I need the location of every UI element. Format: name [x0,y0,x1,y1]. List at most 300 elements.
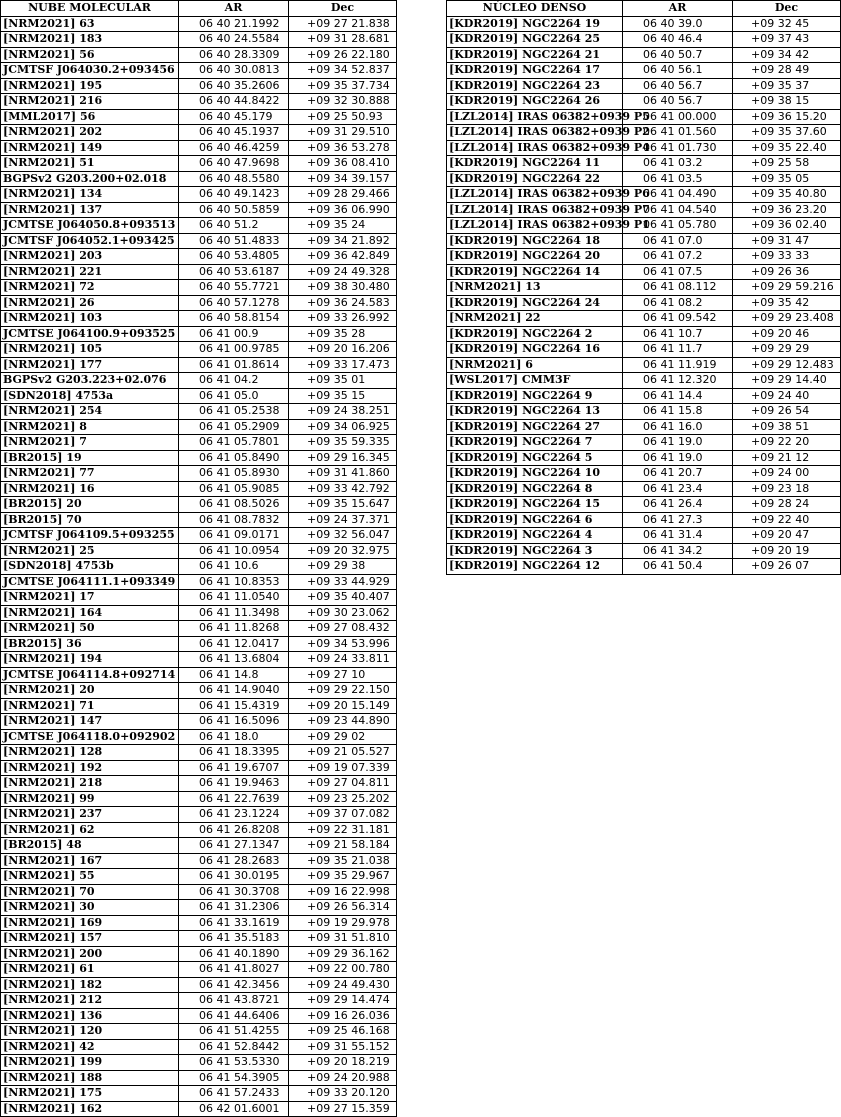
cell-name: [NRM2021] 55 [1,869,179,885]
table-row [1,807,397,823]
cell-name: [NRM2021] 237 [1,807,179,823]
cell-name: [NRM2021] 25 [1,543,179,559]
cell-dec: +09 32 56.047 [289,528,397,544]
table-row [447,373,841,389]
cell-ar: 06 41 31.2306 [179,900,289,916]
cell-ar: 06 41 27.3 [623,512,733,528]
table-row [1,1008,397,1024]
cell-name: [NRM2021] 63 [1,16,179,32]
cell-name: [LZL2014] IRAS 06382+0939 P4 [447,140,623,156]
cell-dec: +09 35 59.335 [289,435,397,451]
column-header-dec: Dec [289,1,397,17]
cell-name: [KDR2019] NGC2264 6 [447,512,623,528]
cell-dec: +09 29 23.408 [733,311,841,327]
column-header-ar: AR [623,1,733,17]
cell-dec: +09 37 43 [733,32,841,48]
table-row [1,621,397,637]
cell-ar: 06 40 45.179 [179,109,289,125]
cell-ar: 06 41 22.7639 [179,791,289,807]
cell-dec: +09 29 29 [733,342,841,358]
cell-dec: +09 25 46.168 [289,1024,397,1040]
cell-name: [NRM2021] 188 [1,1070,179,1086]
cell-ar: 06 41 10.8353 [179,574,289,590]
cell-dec: +09 20 18.219 [289,1055,397,1071]
cell-dec: +09 31 55.152 [289,1039,397,1055]
table-row [1,109,397,125]
cell-ar: 06 42 01.6001 [179,1101,289,1117]
cell-dec: +09 20 15.149 [289,698,397,714]
cell-ar: 06 41 08.5026 [179,497,289,513]
cell-name: [KDR2019] NGC2264 12 [447,559,623,575]
cell-name: [KDR2019] NGC2264 9 [447,388,623,404]
table-row [447,295,841,311]
cell-ar: 06 41 09.542 [623,311,733,327]
cell-dec: +09 36 23.20 [733,202,841,218]
cell-name: [KDR2019] NGC2264 7 [447,435,623,451]
cell-ar: 06 41 34.2 [623,543,733,559]
cell-dec: +09 25 58 [733,156,841,172]
table-row [1,140,397,156]
cell-ar: 06 41 54.3905 [179,1070,289,1086]
cell-ar: 06 41 05.9085 [179,481,289,497]
cell-name: [NRM2021] 16 [1,481,179,497]
cell-dec: +09 27 21.838 [289,16,397,32]
cell-dec: +09 22 00.780 [289,962,397,978]
table-row [1,559,397,575]
cell-dec: +09 31 41.860 [289,466,397,482]
cell-name: [KDR2019] NGC2264 18 [447,233,623,249]
cell-dec: +09 35 37.60 [733,125,841,141]
dense-core-table [446,0,841,575]
table-row [447,249,841,265]
cell-dec: +09 29 02 [289,729,397,745]
table-row [1,1101,397,1117]
table-row [1,667,397,683]
table-row [447,171,841,187]
cell-ar: 06 41 57.2433 [179,1086,289,1102]
cell-name: JCMTSF J064109.5+093255 [1,528,179,544]
cell-dec: +09 35 29.967 [289,869,397,885]
cell-dec: +09 36 08.410 [289,156,397,172]
table-row [1,171,397,187]
table-row [1,326,397,342]
table-row [1,481,397,497]
cell-name: JCMTSF J064052.1+093425 [1,233,179,249]
cell-ar: 06 41 41.8027 [179,962,289,978]
cell-dec: +09 26 36 [733,264,841,280]
cell-name: [NRM2021] 167 [1,853,179,869]
cell-ar: 06 40 21.1992 [179,16,289,32]
cell-dec: +09 36 06.990 [289,202,397,218]
cell-dec: +09 16 26.036 [289,1008,397,1024]
cell-name: [BR2015] 48 [1,838,179,854]
cell-dec: +09 34 53.996 [289,636,397,652]
cell-name: JCMTSE J064050.8+093513 [1,218,179,234]
table-row [447,543,841,559]
cell-name: [NRM2021] 212 [1,993,179,1009]
cell-name: [NRM2021] 203 [1,249,179,265]
cell-ar: 06 41 04.540 [623,202,733,218]
cell-name: JCMTSE J064114.8+092714 [1,667,179,683]
column-header-dec: Dec [733,1,841,17]
cell-dec: +09 24 49.430 [289,977,397,993]
cell-ar: 06 41 05.2909 [179,419,289,435]
table-row [447,202,841,218]
cell-ar: 06 40 51.2 [179,218,289,234]
cell-name: [NRM2021] 30 [1,900,179,916]
cell-dec: +09 35 42 [733,295,841,311]
table-row [1,466,397,482]
table-row [1,822,397,838]
table-row [447,357,841,373]
table-row [1,900,397,916]
cell-dec: +09 29 22.150 [289,683,397,699]
cell-name: [NRM2021] 71 [1,698,179,714]
cell-dec: +09 26 54 [733,404,841,420]
cell-dec: +09 22 40 [733,512,841,528]
cell-ar: 06 41 16.0 [623,419,733,435]
cell-name: [NRM2021] 22 [447,311,623,327]
cell-name: [NRM2021] 199 [1,1055,179,1071]
table-row [447,233,841,249]
cell-ar: 06 41 03.2 [623,156,733,172]
cell-name: [NRM2021] 62 [1,822,179,838]
cell-ar: 06 41 16.5096 [179,714,289,730]
cell-dec: +09 37 07.082 [289,807,397,823]
cell-name: [LZL2014] IRAS 06382+0939 P5 [447,109,623,125]
cell-dec: +09 26 56.314 [289,900,397,916]
table-row [1,388,397,404]
table-row [447,466,841,482]
cell-dec: +09 20 19 [733,543,841,559]
cell-dec: +09 33 44.929 [289,574,397,590]
cell-ar: 06 41 05.780 [623,218,733,234]
cell-dec: +09 35 21.038 [289,853,397,869]
cell-dec: +09 24 00 [733,466,841,482]
cell-ar: 06 40 30.0813 [179,63,289,79]
cell-name: [LZL2014] IRAS 06382+0939 P7 [447,202,623,218]
table-row [1,605,397,621]
column-header-name: NUBE MOLECULAR [1,1,179,17]
cell-dec: +09 35 37 [733,78,841,94]
cell-dec: +09 36 02.40 [733,218,841,234]
cell-name: JCMTSE J064100.9+093525 [1,326,179,342]
cell-ar: 06 40 53.4805 [179,249,289,265]
table-row [1,745,397,761]
cell-name: [KDR2019] NGC2264 22 [447,171,623,187]
cell-dec: +09 32 45 [733,16,841,32]
table-row [1,714,397,730]
cell-name: [SDN2018] 4753b [1,559,179,575]
cell-dec: +09 34 42 [733,47,841,63]
table-row [447,218,841,234]
cell-ar: 06 40 51.4833 [179,233,289,249]
cell-name: [NRM2021] 157 [1,931,179,947]
column-header-name: NÚCLEO DENSO [447,1,623,17]
cell-ar: 06 41 09.0171 [179,528,289,544]
cell-dec: +09 31 47 [733,233,841,249]
table-row [1,373,397,389]
cell-dec: +09 22 20 [733,435,841,451]
cell-dec: +09 34 52.837 [289,63,397,79]
cell-dec: +09 34 21.892 [289,233,397,249]
cell-dec: +09 35 05 [733,171,841,187]
cell-dec: +09 36 15.20 [733,109,841,125]
cell-name: [KDR2019] NGC2264 4 [447,528,623,544]
cell-ar: 06 41 15.4319 [179,698,289,714]
table-row [1,962,397,978]
cell-ar: 06 40 57.1278 [179,295,289,311]
cell-ar: 06 41 13.6804 [179,652,289,668]
cell-name: [NRM2021] 175 [1,1086,179,1102]
cell-ar: 06 41 03.5 [623,171,733,187]
table-row [447,512,841,528]
cell-ar: 06 41 07.0 [623,233,733,249]
cell-name: [KDR2019] NGC2264 11 [447,156,623,172]
table-row [1,853,397,869]
cell-dec: +09 24 20.988 [289,1070,397,1086]
cell-dec: +09 22 31.181 [289,822,397,838]
cell-name: [WSL2017] CMM3F [447,373,623,389]
cell-ar: 06 41 14.8 [179,667,289,683]
cell-name: [KDR2019] NGC2264 5 [447,450,623,466]
table-row [447,16,841,32]
cell-ar: 06 40 45.1937 [179,125,289,141]
table-row [1,652,397,668]
cell-name: [NRM2021] 99 [1,791,179,807]
cell-dec: +09 27 04.811 [289,776,397,792]
cell-name: [KDR2019] NGC2264 13 [447,404,623,420]
cell-name: [KDR2019] NGC2264 25 [447,32,623,48]
molecular-cloud-table [0,0,397,1117]
table-row [447,404,841,420]
cell-name: [NRM2021] 134 [1,187,179,203]
cell-name: [NRM2021] 183 [1,32,179,48]
cell-dec: +09 29 14.474 [289,993,397,1009]
cell-name: [NRM2021] 254 [1,404,179,420]
cell-ar: 06 41 51.4255 [179,1024,289,1040]
cell-dec: +09 38 15 [733,94,841,110]
cell-name: [NRM2021] 192 [1,760,179,776]
table-row [1,94,397,110]
cell-ar: 06 41 23.1224 [179,807,289,823]
cell-name: [NRM2021] 103 [1,311,179,327]
cell-name: [NRM2021] 169 [1,915,179,931]
table-row [1,16,397,32]
table-row [447,125,841,141]
table-row [1,295,397,311]
table-row [1,791,397,807]
table-row [1,946,397,962]
table-row [447,140,841,156]
cell-name: [KDR2019] NGC2264 10 [447,466,623,482]
table-row [447,280,841,296]
cell-ar: 06 41 35.5183 [179,931,289,947]
cell-name: [KDR2019] NGC2264 3 [447,543,623,559]
cell-dec: +09 20 47 [733,528,841,544]
cell-dec: +09 33 20.120 [289,1086,397,1102]
table-row [1,264,397,280]
cell-name: [KDR2019] NGC2264 17 [447,63,623,79]
table-row [1,419,397,435]
cell-dec: +09 33 33 [733,249,841,265]
cell-ar: 06 41 53.5330 [179,1055,289,1071]
cell-ar: 06 40 53.6187 [179,264,289,280]
cell-dec: +09 34 06.925 [289,419,397,435]
cell-ar: 06 41 30.3708 [179,884,289,900]
table-row [1,838,397,854]
cell-dec: +09 35 22.40 [733,140,841,156]
cell-name: [KDR2019] NGC2264 16 [447,342,623,358]
table-row [1,636,397,652]
table-row [447,419,841,435]
cell-ar: 06 41 44.6406 [179,1008,289,1024]
cell-ar: 06 40 58.8154 [179,311,289,327]
table-row [1,776,397,792]
cell-ar: 06 41 18.0 [179,729,289,745]
cell-name: [NRM2021] 202 [1,125,179,141]
cell-ar: 06 41 11.919 [623,357,733,373]
table-row [1,497,397,513]
cell-ar: 06 41 00.000 [623,109,733,125]
table-row [447,342,841,358]
cell-dec: +09 21 58.184 [289,838,397,854]
cell-ar: 06 41 05.8930 [179,466,289,482]
cell-ar: 06 40 24.5584 [179,32,289,48]
cell-dec: +09 19 07.339 [289,760,397,776]
cell-dec: +09 29 36.162 [289,946,397,962]
cell-ar: 06 41 08.7832 [179,512,289,528]
cell-dec: +09 19 29.978 [289,915,397,931]
cell-dec: +09 29 12.483 [733,357,841,373]
cell-dec: +09 27 08.432 [289,621,397,637]
table-row [1,1055,397,1071]
cell-dec: +09 35 24 [289,218,397,234]
table-row [447,311,841,327]
cell-name: [KDR2019] NGC2264 19 [447,16,623,32]
cell-name: [KDR2019] NGC2264 15 [447,497,623,513]
cell-name: [KDR2019] NGC2264 14 [447,264,623,280]
cell-ar: 06 40 56.7 [623,94,733,110]
cell-name: [BR2015] 19 [1,450,179,466]
table-row [1,218,397,234]
cell-ar: 06 41 42.3456 [179,977,289,993]
cell-dec: +09 29 14.40 [733,373,841,389]
table-row [1,202,397,218]
table-row [1,125,397,141]
cell-name: [LZL2014] IRAS 06382+0939 P1 [447,218,623,234]
cell-dec: +09 20 16.206 [289,342,397,358]
cell-ar: 06 41 23.4 [623,481,733,497]
cell-name: [KDR2019] NGC2264 2 [447,326,623,342]
cell-name: [NRM2021] 194 [1,652,179,668]
cell-ar: 06 41 14.9040 [179,683,289,699]
cell-dec: +09 24 33.811 [289,652,397,668]
table-row [1,233,397,249]
cell-ar: 06 40 46.4 [623,32,733,48]
cell-dec: +09 31 28.681 [289,32,397,48]
cell-ar: 06 41 31.4 [623,528,733,544]
table-row [447,481,841,497]
cell-dec: +09 24 40 [733,388,841,404]
cell-dec: +09 31 29.510 [289,125,397,141]
table-row [1,574,397,590]
cell-dec: +09 24 38.251 [289,404,397,420]
cell-name: [NRM2021] 20 [1,683,179,699]
cell-name: [NRM2021] 105 [1,342,179,358]
table-row [1,435,397,451]
cell-dec: +09 28 29.466 [289,187,397,203]
cell-name: [NRM2021] 149 [1,140,179,156]
table-row [1,977,397,993]
cell-name: [BR2015] 70 [1,512,179,528]
table-row [1,543,397,559]
cell-name: [NRM2021] 162 [1,1101,179,1117]
cell-name: [BR2015] 20 [1,497,179,513]
table-row [447,78,841,94]
cell-name: [KDR2019] NGC2264 8 [447,481,623,497]
cell-ar: 06 41 01.560 [623,125,733,141]
table-row [1,404,397,420]
cell-dec: +09 25 50.93 [289,109,397,125]
cell-name: [LZL2014] IRAS 06382+0939 P2 [447,125,623,141]
cell-ar: 06 41 33.1619 [179,915,289,931]
cell-dec: +09 21 12 [733,450,841,466]
cell-dec: +09 27 10 [289,667,397,683]
cell-dec: +09 35 15 [289,388,397,404]
cell-ar: 06 40 50.5859 [179,202,289,218]
cell-name: JCMTSF J064030.2+093456 [1,63,179,79]
cell-ar: 06 41 43.8721 [179,993,289,1009]
cell-dec: +09 33 42.792 [289,481,397,497]
cell-ar: 06 41 14.4 [623,388,733,404]
cell-name: JCMTSE J064118.0+092902 [1,729,179,745]
cell-dec: +09 30 23.062 [289,605,397,621]
cell-name: [NRM2021] 177 [1,357,179,373]
cell-name: [KDR2019] NGC2264 21 [447,47,623,63]
cell-ar: 06 41 04.2 [179,373,289,389]
cell-ar: 06 41 28.2683 [179,853,289,869]
table-row [1,729,397,745]
cell-name: JCMTSE J064111.1+093349 [1,574,179,590]
cell-ar: 06 41 15.8 [623,404,733,420]
cell-ar: 06 41 11.3498 [179,605,289,621]
cell-dec: +09 35 01 [289,373,397,389]
table-row [1,698,397,714]
cell-name: [NRM2021] 77 [1,466,179,482]
cell-name: [NRM2021] 137 [1,202,179,218]
table-row [1,156,397,172]
table-row [1,249,397,265]
cell-dec: +09 16 22.998 [289,884,397,900]
cell-name: [NRM2021] 136 [1,1008,179,1024]
cell-ar: 06 40 56.7 [623,78,733,94]
cell-ar: 06 40 47.9698 [179,156,289,172]
cell-ar: 06 41 19.9463 [179,776,289,792]
table-row [1,512,397,528]
cell-name: [NRM2021] 42 [1,1039,179,1055]
cell-ar: 06 41 05.2538 [179,404,289,420]
cell-ar: 06 41 08.112 [623,280,733,296]
cell-dec: +09 20 46 [733,326,841,342]
cell-ar: 06 41 01.730 [623,140,733,156]
cell-ar: 06 41 04.490 [623,187,733,203]
table-row [1,47,397,63]
cell-ar: 06 41 20.7 [623,466,733,482]
cell-name: [NRM2021] 50 [1,621,179,637]
cell-dec: +09 36 53.278 [289,140,397,156]
cell-ar: 06 41 12.320 [623,373,733,389]
